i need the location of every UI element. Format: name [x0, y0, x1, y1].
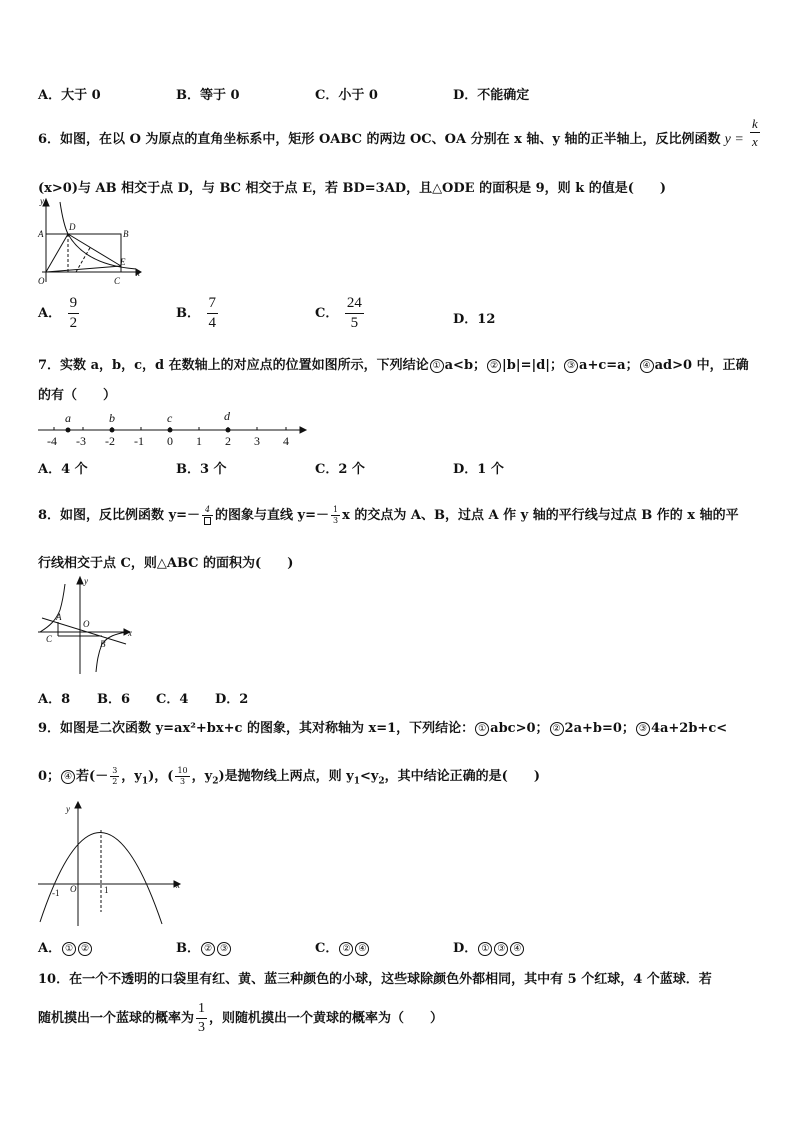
svg-text:C: C — [46, 634, 53, 644]
q10-line1: 10．在一个不透明的口袋里有红、黄、蓝三种颜色的小球，这些球除颜色外都相同，其中有 5 个红球，4 个蓝球．若 — [38, 972, 712, 987]
svg-text:-1: -1 — [134, 434, 144, 448]
q10-line2: 随机摸出一个蓝球的概率为 $\frac{1}{3}$ ，则随机摸出一个黄球的概率为（ ） — [38, 1001, 444, 1035]
q7-line2: 的有（ ） — [38, 388, 117, 403]
q8-line1: 8．如图，反比例函数 y=－ 4 的图象与直线 y=－ $\frac{1}{3}$ x 的交点为 A、B，过点 A 作 y 轴的平行线与过点 B 作的 x 轴的平 — [38, 504, 739, 525]
q7-label-b: b — [109, 411, 115, 425]
svg-text:A: A — [56, 612, 62, 622]
q5-option-b: B．等于 0 — [176, 88, 240, 103]
svg-text:4: 4 — [283, 434, 289, 448]
q5-option-d: D．不能确定 — [453, 88, 530, 103]
svg-text:D: D — [69, 222, 76, 232]
svg-text:-4: -4 — [47, 434, 57, 448]
q7-option-b: B．3 个 — [176, 462, 227, 477]
svg-text:C: C — [114, 276, 121, 286]
svg-text:3: 3 — [254, 434, 260, 448]
q6-line2: (x>0)与 AB 相交于点 D，与 BC 相交于点 E，若 BD=3AD，且△ODE 的面积是 9，则 k 的值是( ) — [38, 181, 667, 196]
svg-text:-1: -1 — [52, 888, 60, 898]
q7-point-b — [110, 428, 115, 433]
q6-line1 — [38, 116, 762, 149]
q9-line2: 0； ④ 若(－ $\frac{3}{2}$ ，$y_1$)，( $\frac{10}{3}$ ，$y_2$)是抛物线上两点，则 $y_1<y_2$，其中结论正确的是( ) — [38, 766, 540, 787]
q6-stem-line1: 6．如图，在以 O 为原点的直角坐标系中，矩形 OABC 的两边 OC、OA 分别在 x 轴、y 轴的正半轴上，反比例函数 — [38, 132, 721, 147]
q5-option-c: C．小于 0 — [315, 88, 378, 103]
q8-option-d: D．2 — [215, 692, 249, 707]
svg-text:-2: -2 — [105, 434, 115, 448]
q7-point-d — [226, 428, 231, 433]
svg-text:E: E — [120, 257, 126, 267]
q8-frac1: 4 — [202, 506, 213, 526]
q6-option-b: B． $\frac{7}{4}$ — [176, 295, 217, 331]
svg-text:B: B — [100, 639, 106, 649]
q7-option-c: C．2 个 — [315, 462, 365, 477]
q7-point-c — [168, 428, 173, 433]
q9-figure — [36, 800, 186, 930]
q9-line1: 9．如图是二次函数 y=ax²+bx+c 的图象，其对称轴为 x=1，下列结论： ① abc>0； ② 2a+b=0； ③ 4a+2b+c< — [38, 721, 728, 736]
q5-option-a: A．大于 0 — [38, 88, 101, 103]
q9-option-a: A． ① ② — [38, 937, 93, 956]
q7-number-line — [36, 406, 310, 452]
svg-text:O: O — [38, 276, 45, 286]
svg-text:1: 1 — [104, 885, 109, 895]
q7-line1: 7．实数 a，b，c，d 在数轴上的对应点的位置如图所示，下列结论 ① a<b； ② |b|=|d|； ③ a+c=a； ④ ad>0 中，正确 — [38, 358, 749, 373]
q9-option-d: D． ① ③ ④ — [453, 937, 525, 956]
svg-text:y: y — [40, 196, 44, 206]
q7-option-d: D．1 个 — [453, 462, 504, 477]
q6-option-c: C． $\frac{24}{5}$ — [315, 295, 362, 331]
q6-func-fraction — [750, 117, 760, 148]
q7-point-a — [66, 428, 71, 433]
q6-func-num: k — [751, 116, 758, 131]
q8-figure — [36, 574, 138, 676]
svg-text:2: 2 — [225, 434, 231, 448]
q6-option-d: D．12 — [453, 312, 496, 327]
q6-option-a: A． $\frac{9}{2}$ — [38, 295, 78, 331]
q8-option-c: C．4 — [156, 692, 189, 707]
svg-text:O: O — [83, 619, 90, 629]
svg-text:O: O — [70, 884, 77, 894]
q9-option-b: B． ② ③ — [176, 937, 232, 956]
q8-option-a: A．8 — [38, 692, 71, 707]
svg-text:x: x — [176, 880, 180, 890]
svg-text:x: x — [136, 268, 140, 278]
q9-option-c: C． ② ④ — [315, 937, 370, 956]
svg-text:-3: -3 — [76, 434, 86, 448]
q8-line2: 行线相交于点 C，则△ABC 的面积为( ) — [38, 556, 294, 571]
svg-text:A: A — [38, 229, 44, 239]
q8-frac2: $\frac{1}{3}$ — [333, 505, 339, 525]
svg-text:1: 1 — [196, 434, 202, 448]
q7-label-a: a — [65, 411, 71, 425]
svg-text:y: y — [66, 804, 70, 814]
q7-label-c: c — [167, 411, 173, 425]
q6-func-den: x — [751, 134, 758, 149]
svg-text:y: y — [84, 576, 88, 586]
svg-text:B: B — [123, 229, 129, 239]
q6-func-y: y = — [724, 132, 744, 147]
q7-option-a: A．4 个 — [38, 462, 88, 477]
svg-text:x: x — [128, 628, 132, 638]
q7-label-d: d — [224, 409, 230, 423]
q6-figure — [36, 196, 146, 288]
svg-text:0: 0 — [167, 434, 173, 448]
q8-option-b: B．6 — [97, 692, 131, 707]
